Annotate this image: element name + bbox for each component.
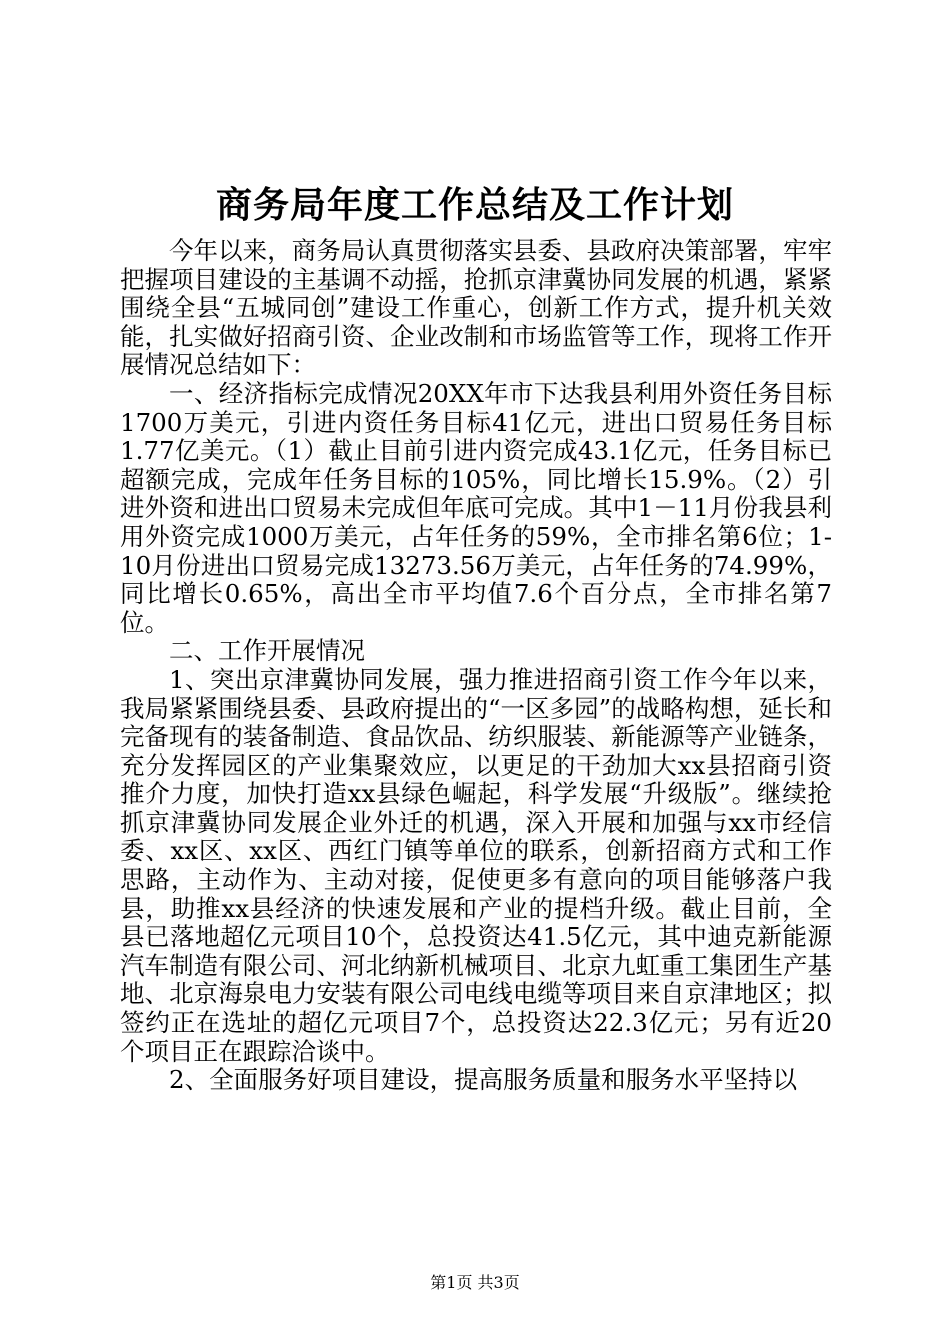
paragraph-investment-attraction: 1、突出京津冀协同发展，强力推进招商引资工作今年以来，我局紧紧围绕县委、县政府提出的“一区多园”的战略构想，延长和完备现有的装备制造、食品饮品、纺织服装、新能源等产业链条，充分发挥园区的产业集聚效应，以更足的干劲加大xx县招商引资推介力度，加快打造xx县绿色崛起，科学发展“升级版”。继续抢抓京津冀协同发展企业外迁的机遇，深入开展和加强与xx市经信委、xx区、xx区、西红门镇等单位的联系，创新招商方式和工作思路，主动作为、主动对接，促使更多有意向的项目能够落户我县，助推xx县经济的快速发展和产业的提档升级。截止目前，全县已落地超亿元项目10个，总投资达41.5亿元，其中迪克新能源汽车制造有限公司、河北纳新机械项目、北京九虹重工集团生产基地、北京海泉电力安装有限公司电线电缆等项目来自京津地区；拟签约正在选址的超亿元项目7个，总投资达22.3亿元；另有近20个项目正在跟踪洽谈中。 [120, 664, 832, 1066]
paragraph-economic-indicators: 一、经济指标完成情况20XX年市下达我县利用外资任务目标1700万美元，引进内资任务目标41亿元，进出口贸易任务目标1.77亿美元。（1）截止目前引进内资完成43.1亿元，任务目标已超额完成，完成年任务目标的105%，同比增长15.9%。（2）引进外资和进出口贸易未完成但年底可完成。其中1－11月份我县利用外资完成1000万美元，占年任务的59%，全市排名第6位；1-10月份进出口贸易完成13273.56万美元，占年任务的74.99%，同比增长0.65%，高出全市平均值7.6个百分点，全市排名第7位。 [120, 378, 832, 637]
document-title: 商务局年度工作总结及工作计划 [215, 184, 734, 226]
paragraph-project-service: 2、全面服务好项目建设，提高服务质量和服务水平坚持以 [169, 1065, 798, 1095]
page-footer: 第1页 共3页 [430, 1273, 520, 1292]
document-body [120, 237, 832, 1095]
paragraph-intro: 今年以来，商务局认真贯彻落实县委、县政府决策部署，牢牢把握项目建设的主基调不动摇，抢抓京津冀协同发展的机遇，紧紧围绕全县“五城同创”建设工作重心，创新工作方式，提升机关效能，扎实做好招商引资、企业改制和市场监管等工作，现将工作开展情况总结如下： [120, 236, 832, 380]
section-heading-work-progress: 二、工作开展情况 [169, 636, 365, 666]
